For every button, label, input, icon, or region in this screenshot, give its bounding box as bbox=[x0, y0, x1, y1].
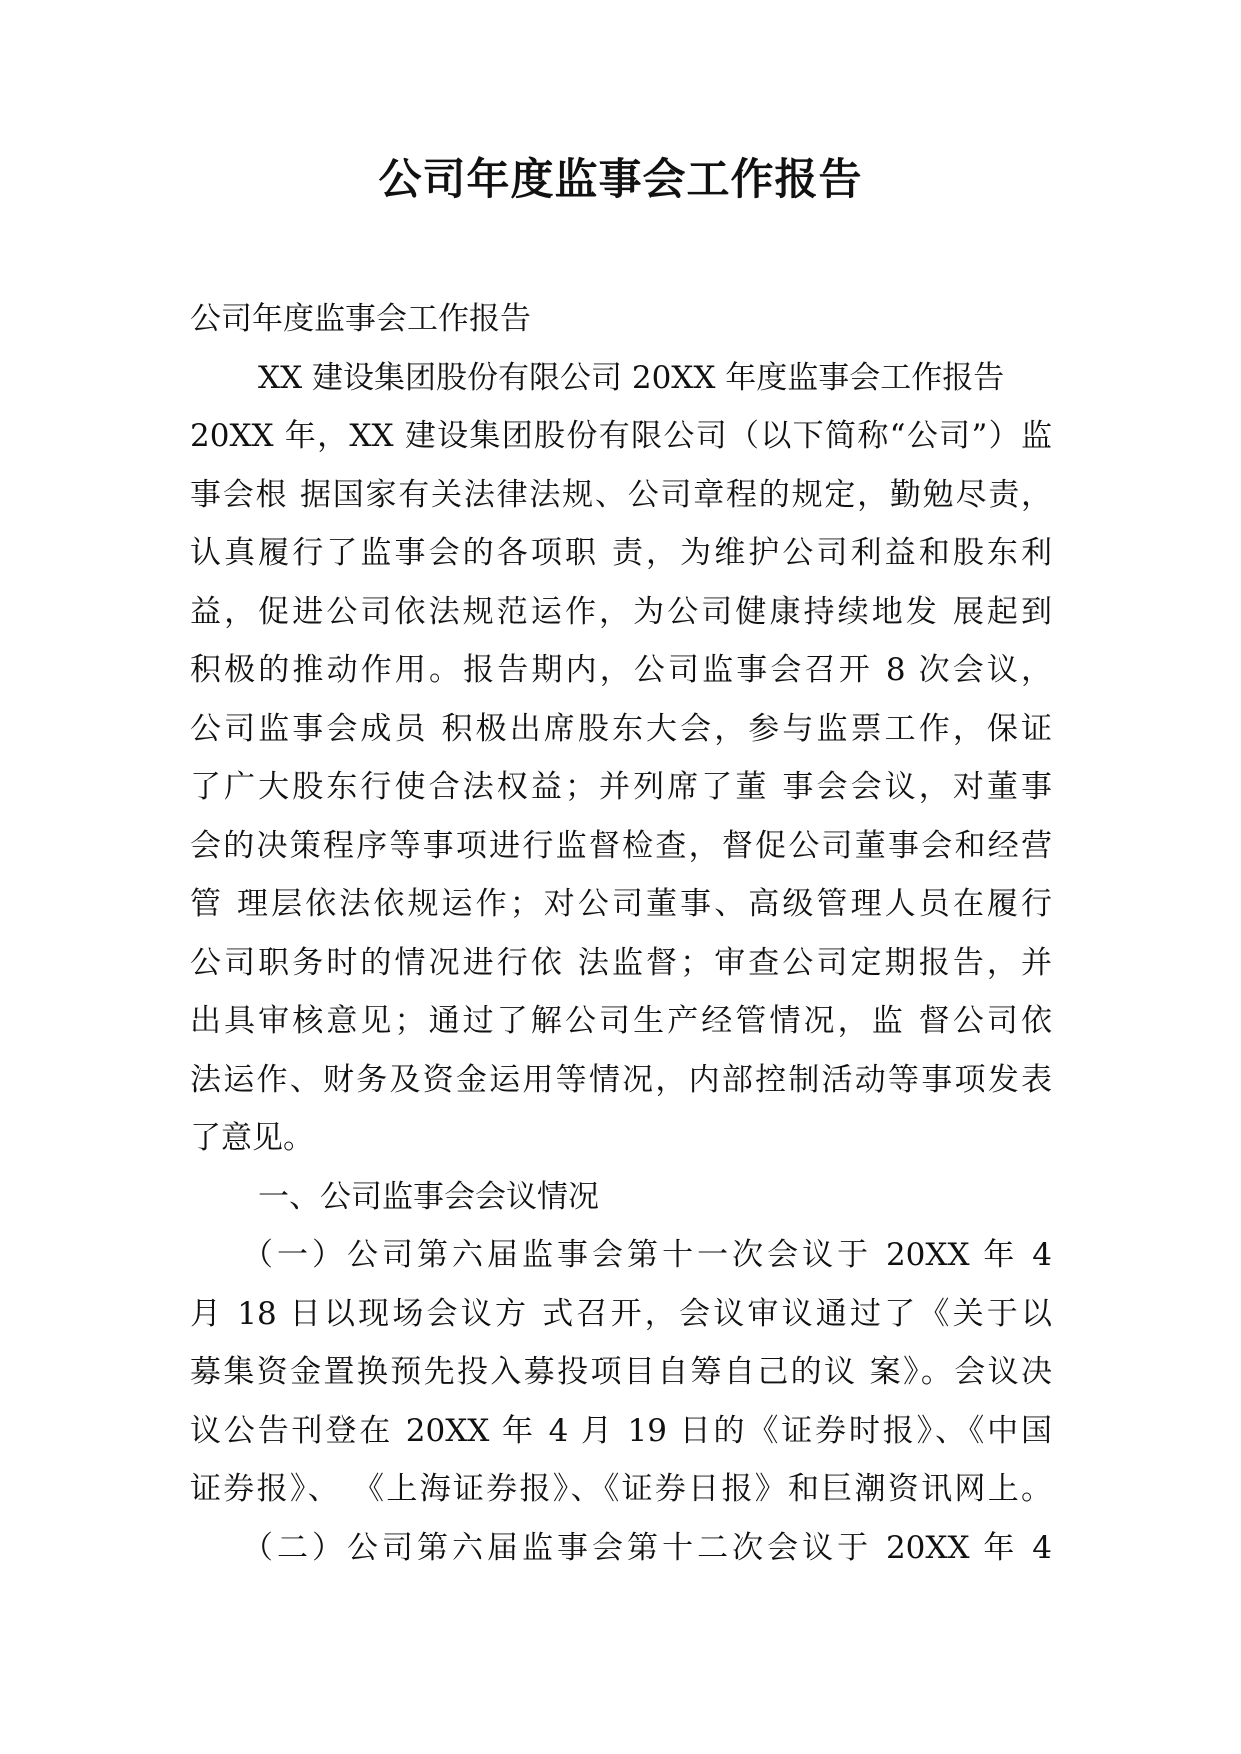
paragraph-line: 公司职务时的情况进行依 法监督；审查公司定期报告，并 bbox=[190, 944, 1052, 981]
paragraph-line: 了意见。 bbox=[190, 1120, 314, 1156]
paragraph-line: 议公告刊登在 20XX 年 4 月 19 日的《证券时报》、《中国 bbox=[190, 1412, 1052, 1449]
paragraph-line: 会的决策程序等事项进行监督检查，督促公司董事会和经营 bbox=[190, 827, 1052, 864]
paragraph-line: 了广大股东行使合法权益；并列席了董 事会会议，对董事 bbox=[190, 769, 1052, 805]
paragraph-line: 法运作、财务及资金运用等情况，内部控制活动等事项发表 bbox=[190, 1061, 1052, 1098]
document-body bbox=[190, 290, 1052, 1577]
paragraph-line: （二）公司第六届监事会第十二次会议于 20XX 年 4 bbox=[242, 1529, 1052, 1566]
paragraph-line: 公司监事会成员 积极出席股东大会，参与监票工作，保证 bbox=[190, 710, 1052, 747]
paragraph-line: 认真履行了监事会的各项职 责，为维护公司利益和股东利 bbox=[190, 535, 1052, 571]
report-subtitle-line: 公司年度监事会工作报告 bbox=[190, 301, 531, 337]
paragraph-line: （一）公司第六届监事会第十一次会议于 20XX 年 4 bbox=[242, 1237, 1052, 1273]
section-heading: 一、公司监事会会议情况 bbox=[258, 1178, 599, 1215]
paragraph-line: 月 18 日以现场会议方 式召开，会议审议通过了《关于以 bbox=[190, 1295, 1052, 1332]
paragraph-line: 募集资金置换预先投入募投项目自筹自己的议 案》。会议决 bbox=[190, 1354, 1052, 1390]
paragraph-line: 益，促进公司依法规范运作，为公司健康持续地发 展起到 bbox=[190, 593, 1052, 630]
paragraph-line: 证券报》、 《上海证券报》、《证券日报》和巨潮资讯网上。 bbox=[190, 1471, 1052, 1507]
paragraph-line: 20XX 年，XX 建设集团股份有限公司（以下简称“公司”）监 bbox=[190, 418, 1052, 454]
paragraph-line: 出具审核意见；通过了解公司生产经管情况，监 督公司依 bbox=[190, 1003, 1052, 1039]
paragraph-line: 管 理层依法依规运作；对公司董事、高级管理人员在履行 bbox=[190, 886, 1052, 922]
document-title: 公司年度监事会工作报告 bbox=[378, 155, 863, 205]
paragraph-line: 事会根 据国家有关法律法规、公司章程的规定，勤勉尽责， bbox=[190, 476, 1052, 513]
paragraph-line: 积极的推动作用。报告期内，公司监事会召开 8 次会议， bbox=[190, 652, 1052, 688]
report-heading-line: XX 建设集团股份有限公司 20XX 年度监事会工作报告 bbox=[258, 359, 1005, 396]
